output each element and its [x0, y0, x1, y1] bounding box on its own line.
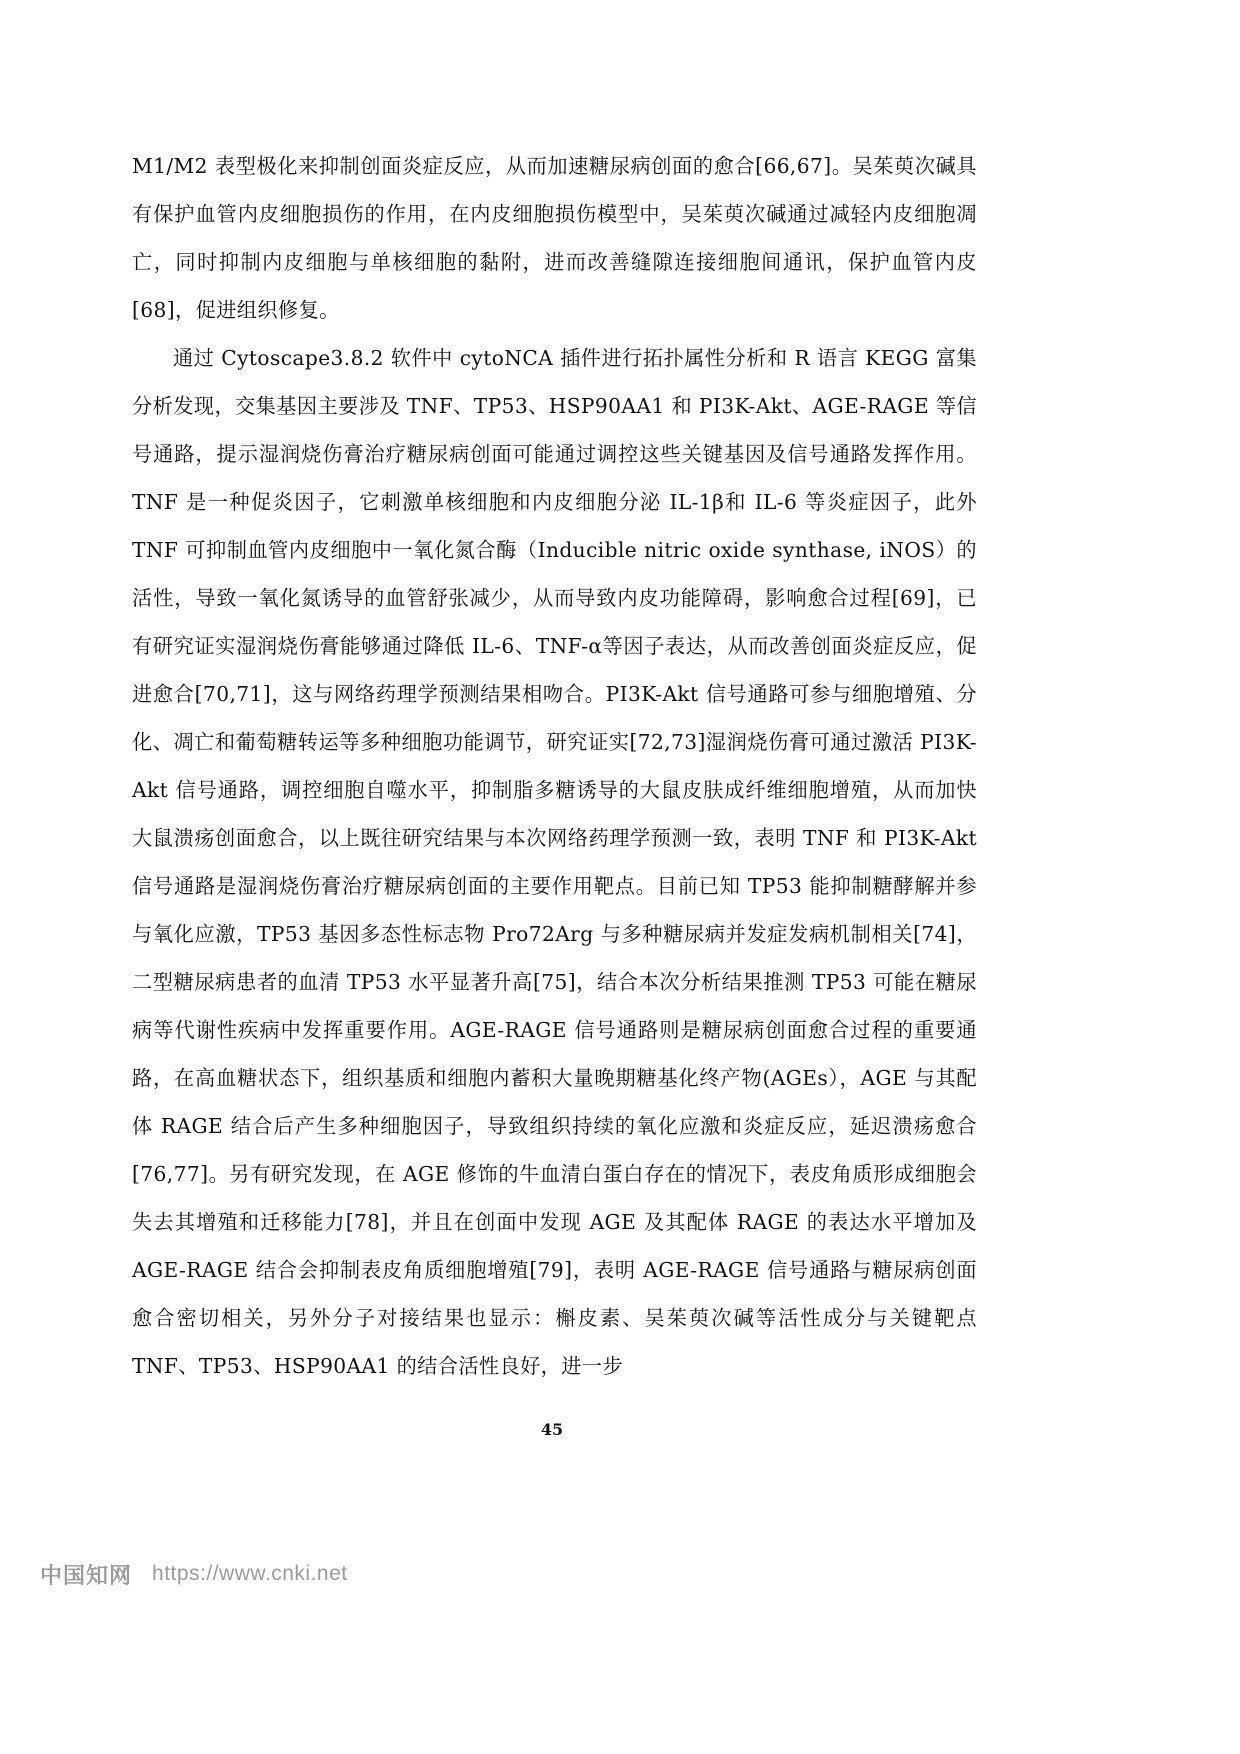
cnki-url[interactable]: https://www.cnki.net — [152, 1562, 348, 1585]
cnki-logo: 中国知网 — [40, 1562, 133, 1588]
page-number: 45 — [540, 1420, 564, 1439]
paragraph-1: M1/M2 表型极化来抑制创面炎症反应，从而加速糖尿病创面的愈合[66,67]。吴茱萸次碱具有保护血管内皮细胞损伤的作用，在内皮细胞损伤模型中，吴茱萸次碱通过减轻内皮细胞凋亡，同时抑制内皮细胞与单核细胞的黏附，进而改善缝隙连接细胞间通讯，保护血管内皮[68]，促进组织修复。 — [132, 154, 977, 322]
body-text — [132, 142, 977, 1390]
cnki-watermark — [40, 1559, 348, 1589]
paragraph-2: 通过 Cytoscape3.8.2 软件中 cytoNCA 插件进行拓扑属性分析和 R 语言 KEGG 富集分析发现，交集基因主要涉及 TNF、TP53、HSP90AA1 和 PI3K-Akt、AGE-RAGE 等信号通路，提示湿润烧伤膏治疗糖尿病创面可能通过调控这些关键基因及信号通路发挥作用。TNF 是一种促炎因子，它刺激单核细胞和内皮细胞分泌 IL-1β和 IL-6 等炎症因子，此外 TNF 可抑制血管内皮细胞中一氧化氮合酶（Inducible nitric oxide synthase, iNOS）的活性，导致一氧化氮诱导的血管舒张减少，从而导致内皮功能障碍，影响愈合过程[69]，已有研究证实湿润烧伤膏能够通过降低 IL-6、TNF-α等因子表达，从而改善创面炎症反应，促进愈合[70,71]，这与网络药理学预测结果相吻合。PI3K-Akt 信号通路可参与细胞增殖、分化、凋亡和葡萄糖转运等多种细胞功能调节，研究证实[72,73]湿润烧伤膏可通过激活 PI3K-Akt 信号通路，调控细胞自噬水平，抑制脂多糖诱导的大鼠皮肤成纤维细胞增殖，从而加快大鼠溃疡创面愈合，以上既往研究结果与本次网络药理学预测一致，表明 TNF 和 PI3K-Akt 信号通路是湿润烧伤膏治疗糖尿病创面的主要作用靶点。目前已知 TP53 能抑制糖酵解并参与氧化应激，TP53 基因多态性标志物 Pro72Arg 与多种糖尿病并发症发病机制相关[74]，二型糖尿病患者的血清 TP53 水平显著升高[75]，结合本次分析结果推测 TP53 可能在糖尿病等代谢性疾病中发挥重要作用。AGE-RAGE 信号通路则是糖尿病创面愈合过程的重要通路，在高血糖状态下，组织基质和细胞内蓄积大量晚期糖基化终产物(AGEs），AGE 与其配体 RAGE 结合后产生多种细胞因子，导致组织持续的氧化应激和炎症反应，延迟溃疡愈合[76,77]。另有研究发现，在 AGE 修饰的牛血清白蛋白存在的情况下，表皮角质形成细胞会失去其增殖和迁移能力[78]，并且在创面中发现 AGE 及其配体 RAGE 的表达水平增加及 AGE-RAGE 结合会抑制表皮角质细胞增殖[79]，表明 AGE-RAGE 信号通路与糖尿病创面愈合密切相关，另外分子对接结果也显示：槲皮素、吴茱萸次碱等活性成分与关键靶点 TNF、TP53、HSP90AA1 的结合活性良好，进一步 — [132, 346, 977, 1378]
